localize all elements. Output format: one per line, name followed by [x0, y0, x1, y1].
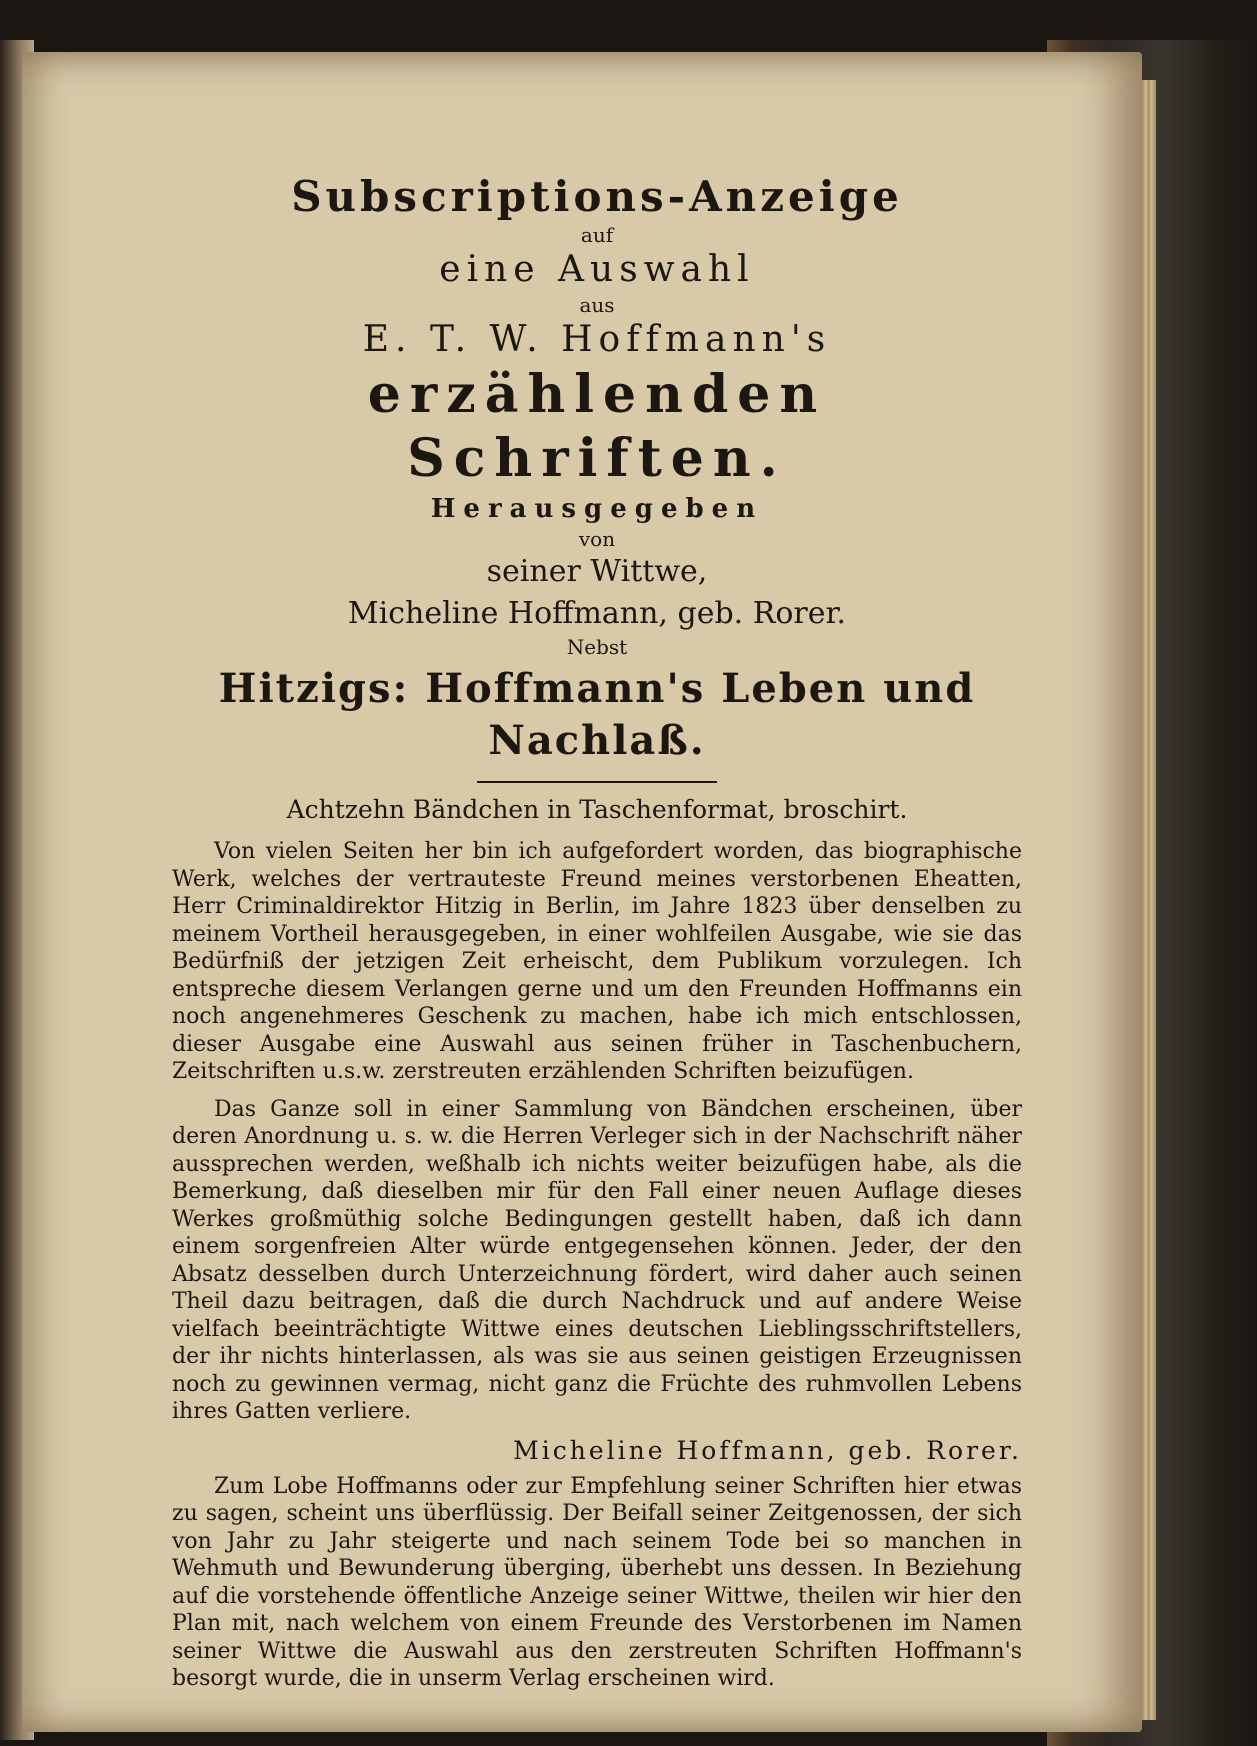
heading-schriften: erzählenden Schriften.	[367, 364, 827, 489]
title-divider	[477, 781, 717, 783]
heading-author: E. T. W. Hoffmann's	[362, 319, 832, 360]
page-content	[172, 172, 1022, 1703]
connector-nebst: Nebst	[566, 635, 628, 659]
heading-hitzig: Hitzigs: Hoffmann's Leben und Nachlaß.	[218, 665, 976, 764]
heading-herausgegeben: Herausgegeben	[430, 494, 764, 524]
connector-von: von	[578, 527, 616, 551]
page-title: Subscriptions-Anzeige	[291, 172, 903, 221]
heading-editor: Micheline Hoffmann, geb. Rorer.	[347, 596, 847, 631]
signature: Micheline Hoffmann, geb. Rorer.	[513, 1435, 1022, 1465]
paragraph-1: Von vielen Seiten her bin ich aufgefordert worden, das biographische Werk, welches der vertrauteste Freund meines verstorbenen Eheatten, Herr Criminaldirektor Hitzig in Berlin, im Jahre 1823 über denselben zu meinem Vortheil herausgegeben, in einer wohlfeilen Ausgabe, wie sie das Bedürfniß der jetzigen Zeit erheischt, dem Publikum vorzulegen. Ich entspreche diesem Verlangen gerne und um den Freunden Hoffmanns ein noch angenehmeres Geschenk zu machen, habe ich mich entschlossen, dieser Ausgabe eine Auswahl aus seinen früher in Taschenbuchern, Zeitschriften u.s.w. zerstreuten erzählenden Schriften beizufügen.	[172, 839, 1022, 1084]
document-page	[22, 52, 1142, 1732]
format-note: Achtzehn Bändchen in Taschenformat, broschirt.	[286, 795, 908, 824]
connector-auf: auf	[580, 223, 614, 247]
paragraph-3: Zum Lobe Hoffmanns oder zur Empfehlung seiner Schriften hier etwas zu sagen, scheint uns überflüssig. Der Beifall seiner Zeitgenossen, der sich von Jahr zu Jahr steigerte und nach seinem Tode bei so manchen in Wehmuth und Bewunderung überging, überhebt uns dessen. In Beziehung auf die vorstehende öffentliche Anzeige seiner Wittwe, theilen wir hier den Plan mit, nach welchem von einem Freunde des Verstorbenen im Namen seiner Wittwe die Auswahl aus den zerstreuten Schriften Hoffmann's besorgt wurde, die in unserm Verlag erscheinen wird.	[172, 1473, 1022, 1691]
heading-wittwe: seiner Wittwe,	[486, 554, 708, 589]
connector-aus: aus	[579, 293, 615, 317]
paragraph-2: Das Ganze soll in einer Sammlung von Bändchen erscheinen, über deren Anordnung u. s. w. die Herren Verleger sich in der Nachschrift näher aussprechen werden, weßhalb ich nichts weiter beizufügen habe, als die Bemerkung, daß dieselben mir für den Fall einer neuen Auflage dieses Werkes großmüthig solche Bedingungen gestellt haben, daß ich dann einem sorgenfreien Alter würde entgegensehen können. Jeder, der den Absatz desselben durch Unterzeichnung fördert, wird daher auch seinen Theil dazu beitragen, daß die durch Nachdruck und auf andere Weise vielfach beeinträchtigte Wittwe eines deutschen Lieblingsschriftstellers, der ihr nichts hinterlassen, als was sie aus seinen geistigen Erzeugnissen noch zu gewinnen vermag, nicht ganz die Früchte des ruhmvollen Lebens ihres Gatten verliere.	[172, 1096, 1022, 1424]
heading-auswahl: eine Auswahl	[439, 249, 755, 290]
